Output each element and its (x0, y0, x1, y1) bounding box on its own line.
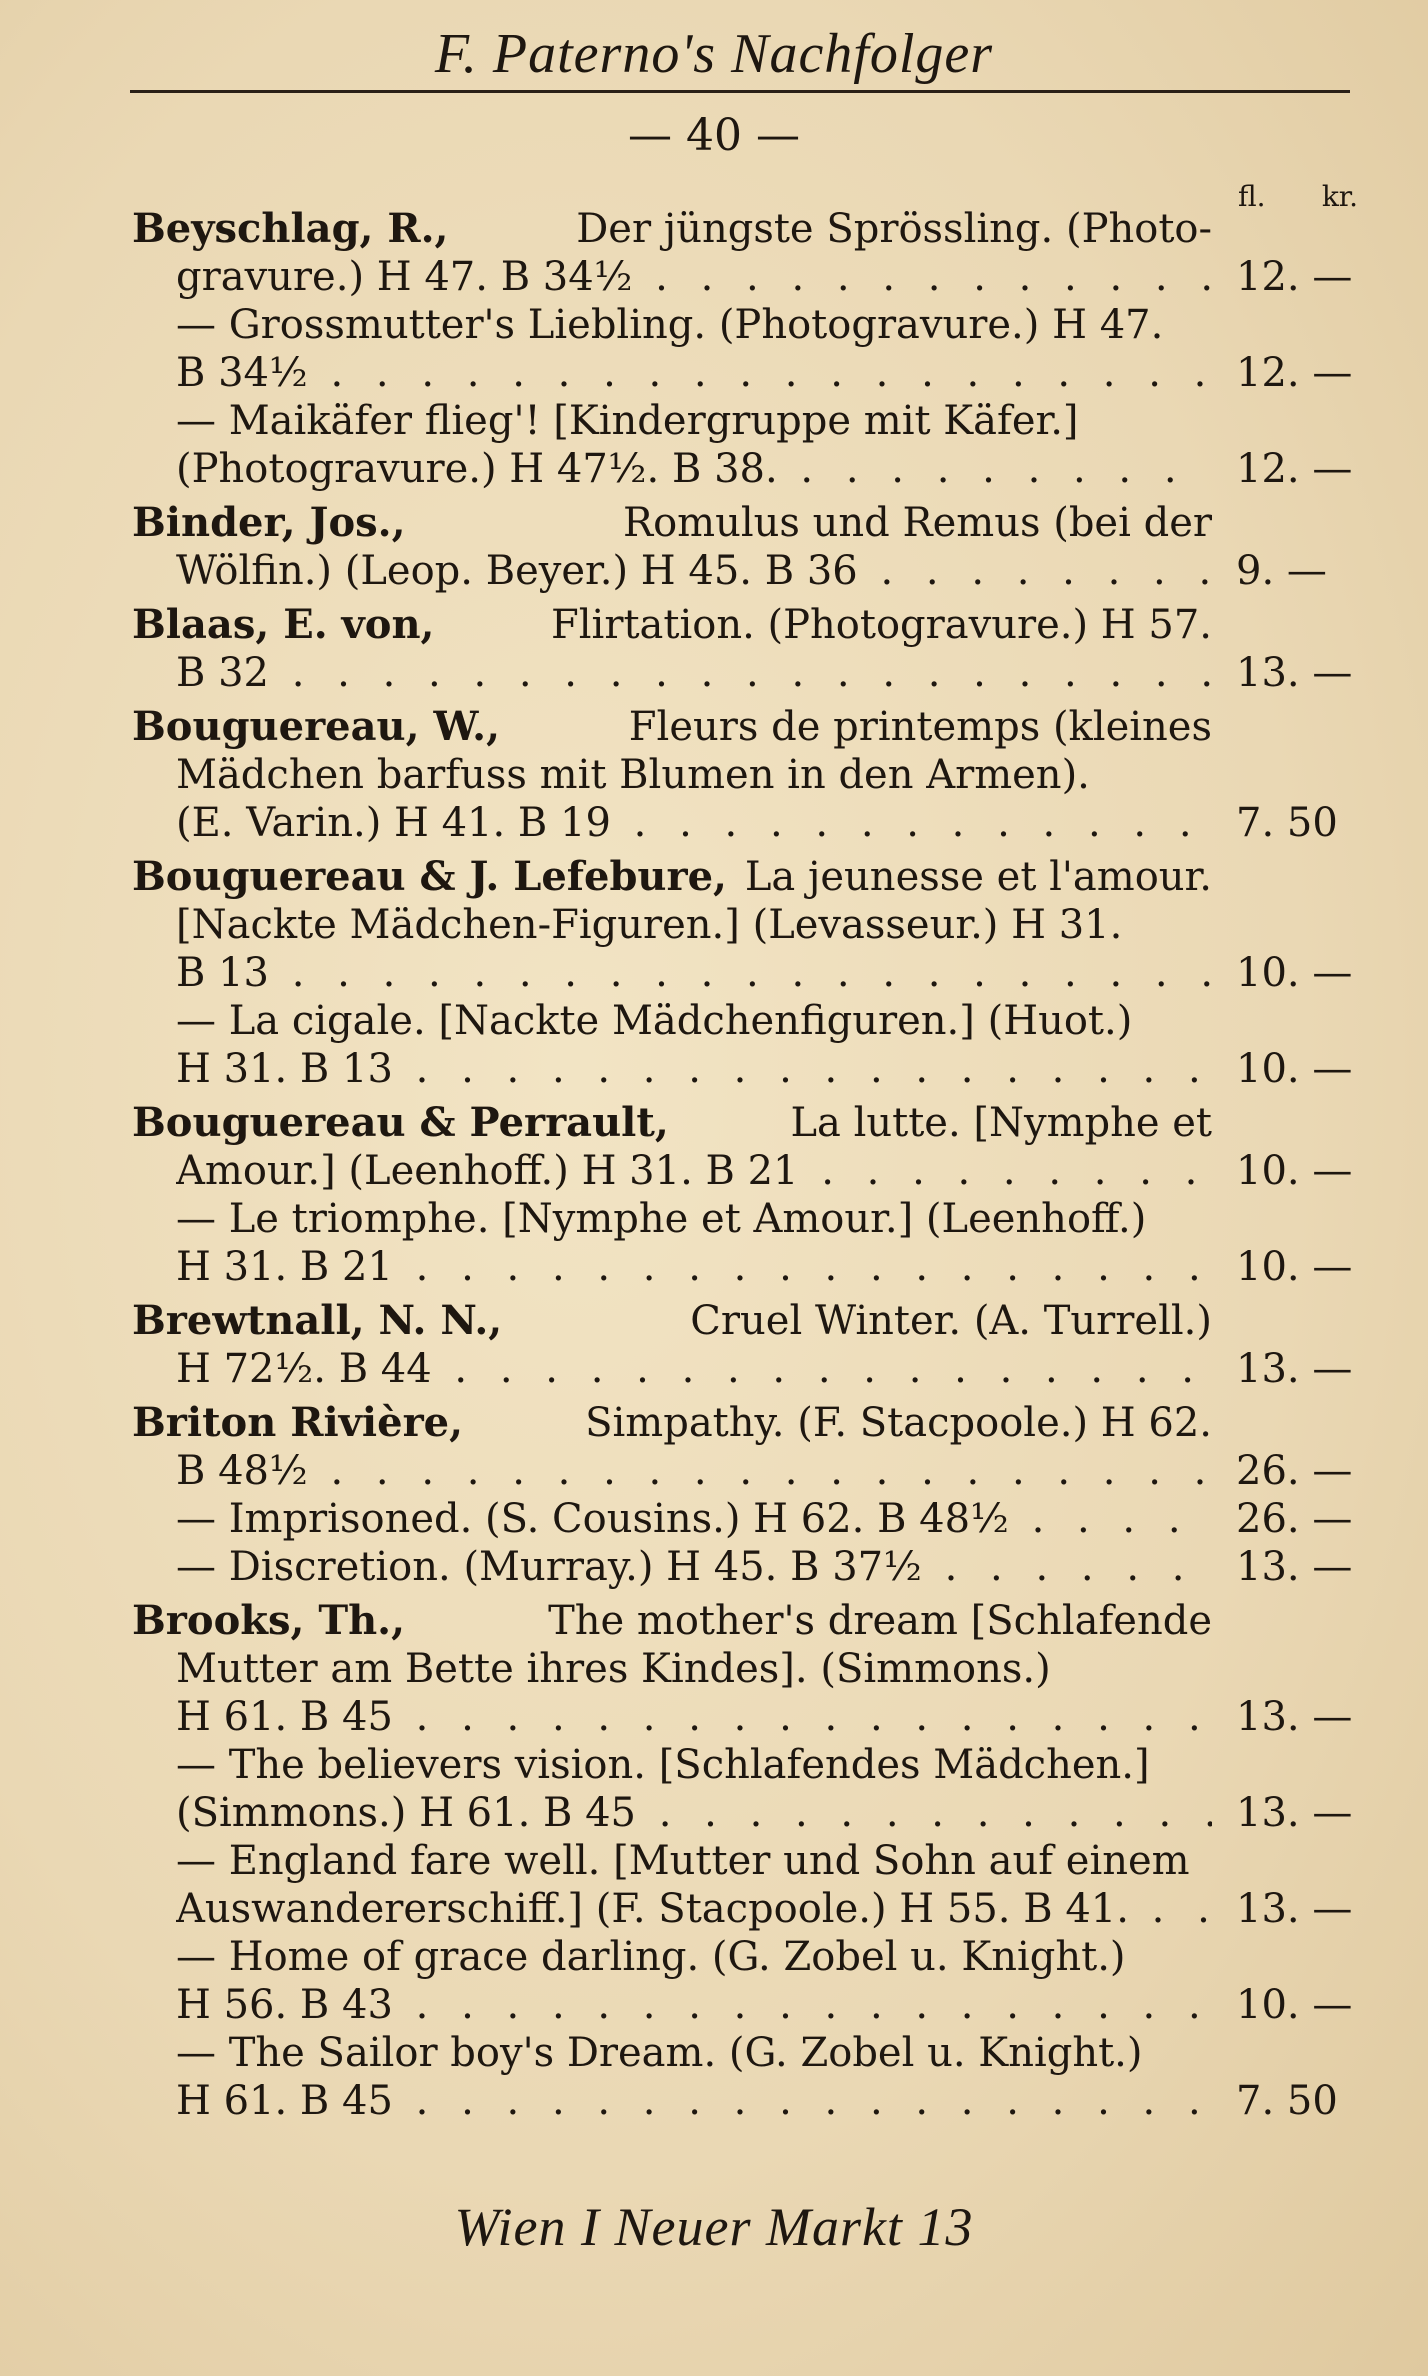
price-value: 13. — (1236, 650, 1353, 696)
entry-line-text-wrap (176, 349, 1212, 397)
entry-line (132, 1345, 1352, 1393)
entry-line-text-wrap (176, 1885, 1212, 1933)
entry-line-text-wrap (132, 205, 1212, 253)
entry-line-text-wrap (176, 253, 1212, 301)
price-value: 10. — (1236, 950, 1353, 996)
entry-first-line (132, 1297, 1352, 1345)
entry-line-text-wrap (176, 1195, 1212, 1243)
entry-text: — Home of grace darling. (G. Zobel u. Knight.) (176, 1934, 1126, 1980)
entry-text: Flirtation. (Photogravure.) H 57. (550, 602, 1212, 648)
entry-line-text-wrap (176, 1933, 1212, 1981)
entry-text: H 72½. B 44 (176, 1346, 432, 1392)
entry-line-text-wrap (176, 1645, 1212, 1693)
entry-line-text-wrap (176, 1543, 1212, 1591)
artist-name: Binder, Jos., (132, 499, 406, 546)
entry-text: La jeunesse et l'amour. (744, 854, 1212, 900)
artist-name: Bouguereau & Perrault, (132, 1099, 669, 1146)
entry-line (132, 397, 1352, 445)
entry-line (132, 1789, 1352, 1837)
artist-name: Brewtnall, N. N., (132, 1297, 503, 1344)
catalog-entry (132, 499, 1352, 595)
catalog-entry (132, 1297, 1352, 1393)
entry-text: Fleurs de printemps (kleines (628, 704, 1212, 750)
entry-line-text-wrap (176, 1447, 1212, 1495)
price-value: 13. — (1236, 1346, 1353, 1392)
entry-line-text-wrap (176, 1495, 1212, 1543)
entry-first-line (132, 1099, 1352, 1147)
entry-text: Simpathy. (F. Stacpoole.) H 62. (585, 1400, 1212, 1446)
entry-line (132, 349, 1352, 397)
entry-line-text-wrap (176, 1741, 1212, 1789)
price-value: 7. 50 (1236, 2078, 1338, 2124)
entry-line (132, 445, 1352, 493)
entry-line (132, 1045, 1352, 1093)
entry-text: (Photogravure.) H 47½. B 38. (176, 446, 778, 492)
price-value: 12. — (1236, 254, 1353, 300)
entry-text: B 32 (176, 650, 270, 696)
entry-line-text-wrap (176, 997, 1212, 1045)
column-header-fl: fl. (1238, 180, 1266, 213)
entry-text: — England fare well. [Mutter und Sohn auf einem (176, 1838, 1190, 1884)
entry-text: (E. Varin.) H 41. B 19 (176, 800, 611, 846)
entry-line-text-wrap (132, 1297, 1212, 1345)
entry-line-text-wrap (176, 1981, 1212, 2029)
artist-name: Bouguereau, W., (132, 703, 500, 750)
price-value: 13. — (1236, 1694, 1353, 1740)
entry-text: H 56. B 43 (176, 1982, 393, 2028)
price-value: 7. 50 (1236, 800, 1338, 846)
page-footer: Wien I Neuer Markt 13 (454, 2197, 974, 2257)
entry-line-text-wrap (176, 649, 1212, 697)
entry-line (132, 649, 1352, 697)
price-value: 13. — (1236, 1544, 1353, 1590)
entry-line-text-wrap (176, 1693, 1212, 1741)
entry-line-text-wrap (176, 1837, 1212, 1885)
entry-line-text-wrap (176, 547, 1212, 595)
entry-text: — Maikäfer flieg'! [Kindergruppe mit Käfer.] (176, 398, 1079, 444)
entry-line (132, 799, 1352, 847)
price-value: 9. — (1236, 548, 1327, 594)
price-value: 10. — (1236, 1148, 1353, 1194)
entry-line-text-wrap (176, 1345, 1212, 1393)
entry-text: Cruel Winter. (A. Turrell.) (690, 1298, 1212, 1344)
artist-name: Briton Rivière, (132, 1399, 464, 1446)
price-value: 10. — (1236, 1046, 1353, 1092)
entry-line-text-wrap (132, 703, 1212, 751)
entry-text: — La cigale. [Nackte Mädchenfiguren.] (Huot.) (176, 998, 1133, 1044)
entry-first-line (132, 601, 1352, 649)
entry-line (132, 1693, 1352, 1741)
entry-line-text-wrap (176, 1147, 1212, 1195)
entry-text: Der jüngste Sprössling. (Photo- (576, 206, 1212, 252)
entry-line (132, 1447, 1352, 1495)
catalog-entry (132, 1399, 1352, 1591)
entry-line-text-wrap (176, 2077, 1212, 2125)
entry-first-line (132, 703, 1352, 751)
entry-line-text-wrap (176, 1243, 1212, 1291)
catalog-entries (132, 205, 1352, 2131)
catalog-entry (132, 1597, 1352, 2125)
entry-line-text-wrap (176, 301, 1212, 349)
entry-line-text-wrap (176, 901, 1212, 949)
entry-text: — Le triomphe. [Nymphe et Amour.] (Leenhoff.) (176, 1196, 1147, 1242)
artist-name: Beyschlag, R., (132, 205, 449, 252)
price-value: 12. — (1236, 446, 1353, 492)
artist-name: Brooks, Th., (132, 1597, 406, 1644)
entry-line (132, 1933, 1352, 1981)
price-value: 13. — (1236, 1790, 1353, 1836)
entry-text: B 48½ (176, 1448, 308, 1494)
page-number: — 40 — (628, 110, 800, 161)
entry-text: B 34½ (176, 350, 308, 396)
entry-line (132, 751, 1352, 799)
entry-line-text-wrap (176, 445, 1212, 493)
entry-line-text-wrap (176, 799, 1212, 847)
entry-text: (Simmons.) H 61. B 45 (176, 1790, 636, 1836)
catalog-entry (132, 205, 1352, 493)
entry-line (132, 1195, 1352, 1243)
entry-text: La lutte. [Nymphe et (790, 1100, 1212, 1146)
page-header-title: F. Paterno's Nachfolger (434, 23, 994, 85)
entry-line-text-wrap (176, 1045, 1212, 1093)
entry-text: Auswandererschiff.] (F. Stacpoole.) H 55. B 41. (176, 1886, 1129, 1932)
entry-line (132, 1645, 1352, 1693)
entry-first-line (132, 205, 1352, 253)
catalog-entry (132, 601, 1352, 697)
entry-text: Mädchen barfuss mit Blumen in den Armen). (176, 752, 1090, 798)
entry-text: Amour.] (Leenhoff.) H 31. B 21 (176, 1148, 799, 1194)
entry-text: — Grossmutter's Liebling. (Photogravure.) H 47. (176, 302, 1164, 348)
entry-text: B 13 (176, 950, 270, 996)
entry-text: gravure.) H 47. B 34½ (176, 254, 633, 300)
entry-text: Mutter am Bette ihres Kindes]. (Simmons.) (176, 1646, 1051, 1692)
price-value: 10. — (1236, 1982, 1353, 2028)
entry-text: H 31. B 13 (176, 1046, 393, 1092)
entry-line (132, 1837, 1352, 1885)
entry-text: — Discretion. (Murray.) H 45. B 37½ (176, 1544, 922, 1590)
entry-line (132, 301, 1352, 349)
price-value: 10. — (1236, 1244, 1353, 1290)
header-rule (130, 90, 1350, 93)
entry-line (132, 2029, 1352, 2077)
entry-line (132, 1885, 1352, 1933)
entry-text: — The believers vision. [Schlafendes Mädchen.] (176, 1742, 1150, 1788)
entry-line (132, 1147, 1352, 1195)
entry-line-text-wrap (176, 2029, 1212, 2077)
entry-text: H 31. B 21 (176, 1244, 393, 1290)
entry-line-text-wrap (132, 853, 1212, 901)
entry-line-text-wrap (132, 499, 1212, 547)
price-value: 12. — (1236, 350, 1353, 396)
entry-text: — Imprisoned. (S. Cousins.) H 62. B 48½ (176, 1496, 1009, 1542)
entry-text: — The Sailor boy's Dream. (G. Zobel u. Knight.) (176, 2030, 1143, 2076)
catalog-entry (132, 1099, 1352, 1291)
price-value: 26. — (1236, 1496, 1353, 1542)
entry-line-text-wrap (176, 1789, 1212, 1837)
entry-line (132, 253, 1352, 301)
artist-name: Blaas, E. von, (132, 601, 435, 648)
entry-line-text-wrap (132, 601, 1212, 649)
entry-line-text-wrap (176, 397, 1212, 445)
catalog-entry (132, 703, 1352, 847)
entry-line (132, 901, 1352, 949)
entry-line-text-wrap (132, 1399, 1212, 1447)
entry-text: H 61. B 45 (176, 1694, 393, 1740)
entry-line (132, 1543, 1352, 1591)
price-value: 13. — (1236, 1886, 1353, 1932)
entry-line (132, 547, 1352, 595)
entry-line (132, 1243, 1352, 1291)
entry-line-text-wrap (132, 1099, 1212, 1147)
entry-first-line (132, 853, 1352, 901)
entry-text: H 61. B 45 (176, 2078, 393, 2124)
entry-line (132, 2077, 1352, 2125)
column-header-kr: kr. (1321, 180, 1358, 213)
entry-line (132, 1981, 1352, 2029)
entry-first-line (132, 1399, 1352, 1447)
entry-first-line (132, 1597, 1352, 1645)
entry-first-line (132, 499, 1352, 547)
entry-line (132, 997, 1352, 1045)
price-value: 26. — (1236, 1448, 1353, 1494)
entry-line-text-wrap (132, 1597, 1212, 1645)
entry-line-text-wrap (176, 949, 1212, 997)
entry-text: The mother's dream [Schlafende (548, 1598, 1212, 1644)
artist-name: Bouguereau & J. Lefebure, (132, 853, 727, 900)
entry-line (132, 949, 1352, 997)
entry-line (132, 1495, 1352, 1543)
catalog-entry (132, 853, 1352, 1093)
entry-text: Romulus und Remus (bei der (622, 500, 1212, 546)
entry-line-text-wrap (176, 751, 1212, 799)
entry-text: Wölfin.) (Leop. Beyer.) H 45. B 36 (176, 548, 858, 594)
entry-line (132, 1741, 1352, 1789)
entry-text: [Nackte Mädchen-Figuren.] (Levasseur.) H 31. (176, 902, 1123, 948)
